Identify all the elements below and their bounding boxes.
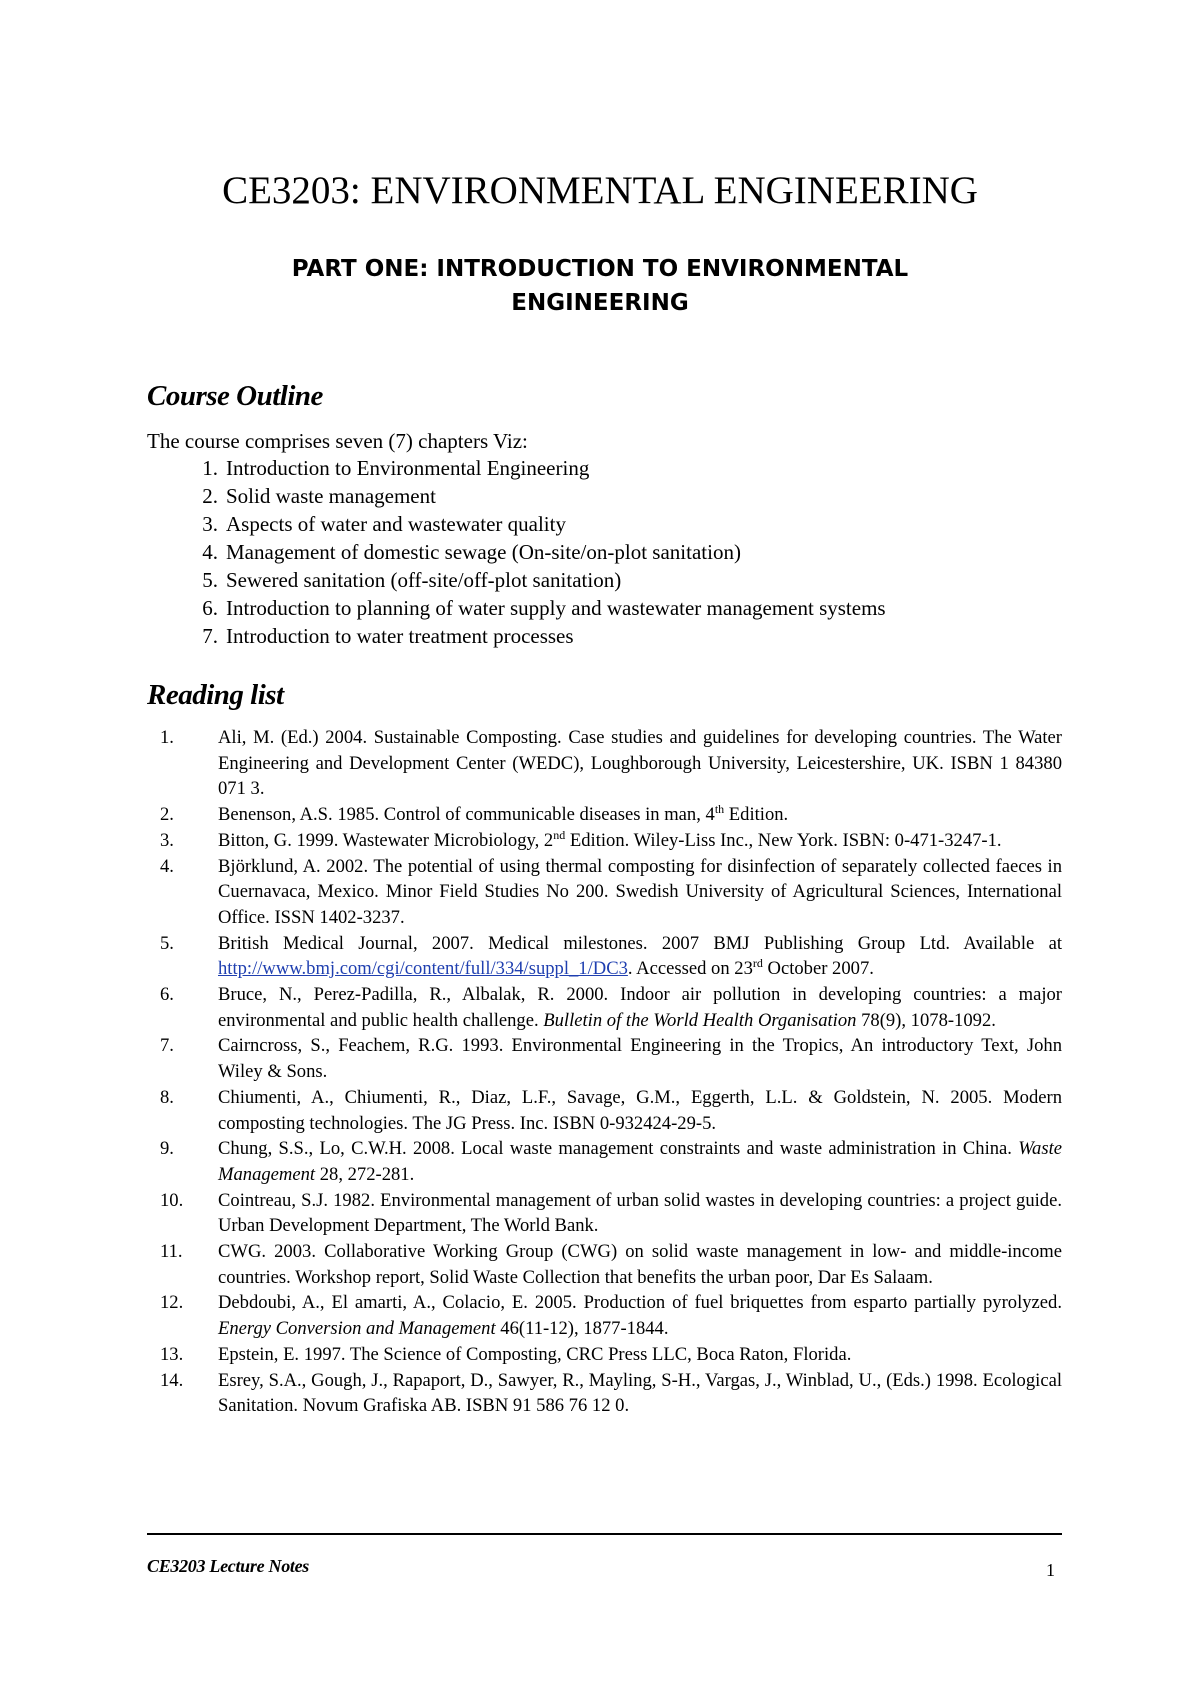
reference-item (160, 1342, 1062, 1368)
footer-title: CE3203 Lecture Notes (147, 1556, 309, 1576)
reference-link[interactable]: http://www.bmj.com/cgi/content/full/334/suppl_1/DC3 (218, 958, 628, 980)
reference-journal: Waste Management (218, 1138, 1062, 1185)
reference-number: 2. (160, 804, 174, 826)
chapter-item (147, 538, 886, 566)
reference-text-part: Bruce, N., Perez-Padilla, R., Albalak, R. 2000. Indoor air pollution in developing countries: a major environmental and public health challenge. (218, 984, 1062, 1031)
course-outline-heading: Course Outline (147, 380, 323, 412)
reference-text-part: Benenson, A.S. 1985. Control of communicable diseases in man, 4 (218, 804, 715, 826)
reference-item (160, 828, 1062, 854)
chapter-item (147, 566, 886, 594)
reference-number: 13. (160, 1343, 184, 1365)
reference-text-part: Edition. Wiley-Liss Inc., New York. ISBN: 0-471-3247-1. (565, 829, 1002, 851)
reference-text-part: 28, 272-281. (315, 1163, 415, 1185)
reference-superscript: th (714, 801, 725, 816)
page-number: 1 (1046, 1560, 1055, 1580)
document-title: CE3203: ENVIRONMENTAL ENGINEERING (222, 169, 978, 212)
reference-text: CWG. 2003. Collaborative Working Group (CWG) on solid waste management in low- and middle-income countries. Workshop report, Solid Waste Collection that benefits the urban poor, Dar Es Salaam. (218, 1241, 1062, 1288)
chapter-title: Management of domestic sewage (On-site/on-plot sanitation) (226, 540, 741, 564)
reference-text: Esrey, S.A., Gough, J., Rapaport, D., Sawyer, R., Mayling, S-H., Vargas, J., Winblad, U., (Eds.) 1998. Ecological Sanitation. Novum Grafiska AB. ISBN 91 586 76 12 0. (218, 1369, 1062, 1417)
reading-list-heading: Reading list (147, 679, 284, 711)
reading-list (160, 725, 1062, 1419)
reference-text: Björklund, A. 2002. The potential of using thermal composting for disinfection of separately collected faeces in Cuernavaca, Mexico. Minor Field Studies No 200. Swedish University of Agricultural Sciences, International Office. ISSN 1402-3237. (218, 855, 1062, 928)
reference-number: 6. (160, 984, 174, 1006)
chapter-title: Aspects of water and wastewater quality (226, 512, 566, 536)
reference-text-part: Chung, S.S., Lo, C.W.H. 2008. Local waste management constraints and waste administration in China. (218, 1138, 1019, 1160)
reference-text-part: 78(9), 1078-1092. (856, 1009, 996, 1031)
reference-item (160, 1188, 1062, 1239)
reference-number: 12. (160, 1292, 184, 1314)
reference-text: Epstein, E. 1997. The Science of Composting, CRC Press LLC, Boca Raton, Florida. (218, 1343, 852, 1365)
reference-superscript: rd (752, 956, 763, 971)
course-outline-intro: The course comprises seven (7) chapters Viz: (147, 429, 528, 453)
reference-text-part: British Medical Journal, 2007. Medical milestones. 2007 BMJ Publishing Group Ltd. Available at (218, 932, 1062, 954)
reference-item (160, 982, 1062, 1033)
chapter-number: 4. (202, 540, 218, 564)
chapter-title: Sewered sanitation (off-site/off-plot sanitation) (226, 568, 622, 592)
reference-item (160, 1085, 1062, 1136)
part-heading (230, 252, 970, 320)
reference-text-part: Debdoubi, A., El amarti, A., Colacio, E. 2005. Production of fuel briquettes from esparto partially pyrolyzed. (218, 1292, 1062, 1314)
reference-item (160, 1368, 1062, 1419)
reference-number: 7. (160, 1035, 174, 1057)
chapter-list (147, 454, 886, 650)
reference-superscript: nd (553, 827, 566, 842)
reference-number: 14. (160, 1369, 184, 1391)
reference-number: 3. (160, 829, 174, 851)
chapter-title: Solid waste management (226, 484, 436, 508)
reference-text-part: Bitton, G. 1999. Wastewater Microbiology, 2 (218, 829, 554, 851)
reference-item (160, 931, 1062, 982)
chapter-item (147, 482, 886, 510)
reference-text (218, 1136, 1062, 1187)
chapter-item (147, 622, 886, 650)
chapter-title: Introduction to water treatment processes (226, 624, 574, 648)
chapter-number: 2. (202, 484, 218, 508)
reference-number: 8. (160, 1086, 174, 1108)
chapter-number: 1. (202, 456, 218, 480)
reference-item (160, 802, 1062, 828)
reference-item (160, 725, 1062, 802)
reference-text (218, 802, 1062, 828)
reference-number: 9. (160, 1138, 174, 1160)
reference-item (160, 1239, 1062, 1290)
reference-item (160, 854, 1062, 931)
chapter-title: Introduction to planning of water supply and wastewater management systems (226, 596, 886, 620)
chapter-item (147, 454, 886, 482)
reference-number: 5. (160, 932, 174, 954)
reference-text (218, 982, 1062, 1033)
reference-number: 1. (160, 727, 174, 748)
reference-item (160, 1136, 1062, 1187)
reference-text: Chiumenti, A., Chiumenti, R., Diaz, L.F., Savage, G.M., Eggerth, L.L. & Goldstein, N. 2005. Modern composting technologies. The JG Press. Inc. ISBN 0-932424-29-5. (218, 1086, 1062, 1134)
reference-number: 4. (160, 855, 174, 877)
part-heading-line1: PART ONE: INTRODUCTION TO ENVIRONMENTAL (291, 256, 909, 282)
reference-text (218, 828, 1062, 854)
reference-text-part: 46(11-12), 1877-1844. (495, 1318, 669, 1340)
chapter-number: 5. (202, 568, 218, 592)
chapter-item (147, 510, 886, 538)
chapter-number: 3. (202, 512, 218, 536)
reference-item (160, 1033, 1062, 1084)
reference-text: Cairncross, S., Feachem, R.G. 1993. Environmental Engineering in the Tropics, An introductory Text, John Wiley & Sons. (218, 1035, 1062, 1083)
chapter-item (147, 594, 886, 622)
reference-journal: Bulletin of the World Health Organisation (543, 1009, 857, 1031)
reference-text: Ali, M. (Ed.) 2004. Sustainable Composting. Case studies and guidelines for developing countries. The Water Engineering and Development Center (WEDC), Loughborough University, Leicestershire, UK. ISBN 1 84380 071 3. (218, 727, 1062, 800)
footer-divider (147, 1533, 1062, 1535)
chapter-title: Introduction to Environmental Engineering (226, 456, 590, 480)
reference-number: 10. (160, 1189, 184, 1211)
reference-text-part: October 2007. (762, 958, 874, 980)
reference-number: 11. (160, 1241, 183, 1263)
chapter-number: 6. (202, 596, 218, 620)
reference-text-part: . Accessed on 23 (627, 958, 753, 980)
reference-journal: Energy Conversion and Management (218, 1318, 496, 1340)
reference-text (218, 931, 1062, 982)
chapter-number: 7. (202, 624, 218, 648)
part-heading-line2: ENGINEERING (511, 290, 689, 316)
reference-item (160, 1290, 1062, 1341)
reference-text (218, 1290, 1062, 1341)
reference-text: Cointreau, S.J. 1982. Environmental management of urban solid wastes in developing countries: a project guide. Urban Development Department, The World Bank. (218, 1189, 1062, 1237)
reference-text-part: Edition. (724, 804, 789, 826)
